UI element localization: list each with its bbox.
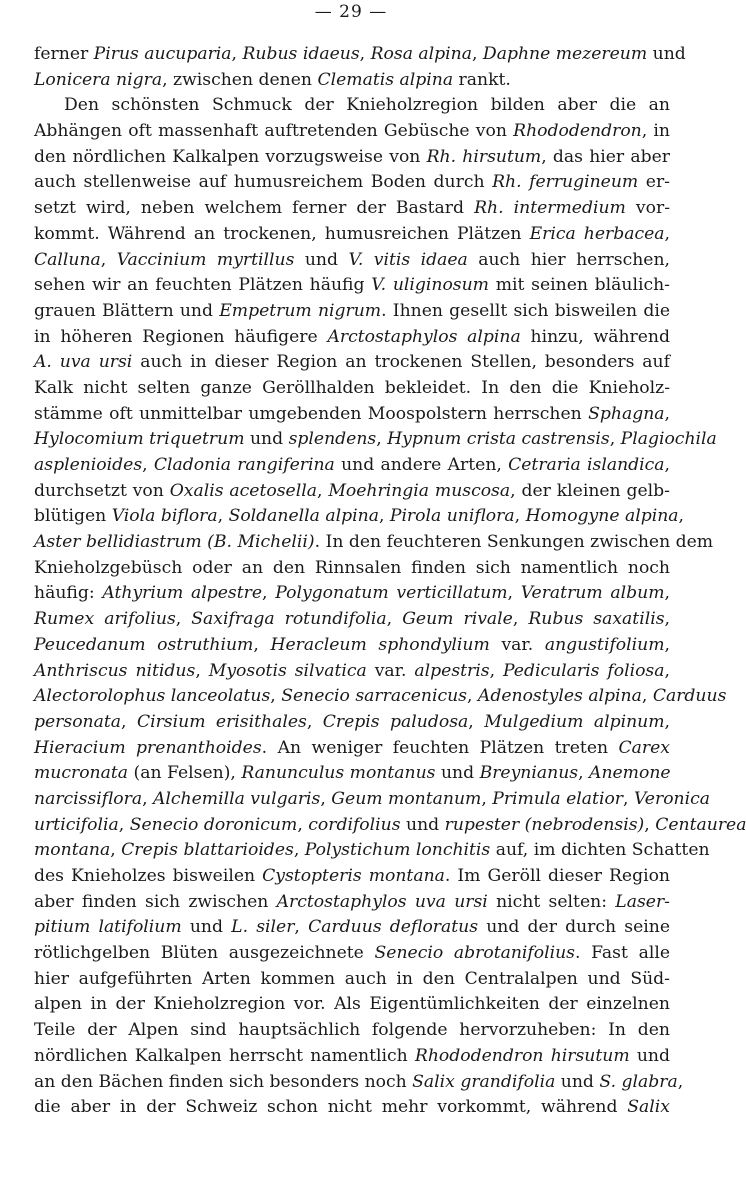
text-line: den nördlichen Kalkalpen vorzugsweise von Rh. hirsutum, das hier aber [34,146,670,167]
text-line: hier aufgeführten Arten kommen auch in den Centralalpen und Süd- [34,968,670,989]
text-line: Lonicera nigra, zwischen denen Clematis alpina rankt. [34,69,511,90]
text-line: personata, Cirsium erisithales, Crepis paludosa, Mulgedium alpinum, [34,711,670,732]
text-line: mucronata (an Felsen), Ranunculus montanus und Breynianus, Anemone [34,763,671,784]
text-line: ferner Pirus aucuparia, Rubus idaeus, Rosa alpina, Daphne mezereum und [34,44,686,64]
text-line: Abhängen oft massenhaft auftretenden Gebüsche von Rhododendron, in [34,121,671,142]
text-line: Kalk nicht selten ganze Geröllhalden bekleidet. In den die Knieholz- [34,377,670,398]
text-line: Calluna, Vaccinium myrtillus und V. vitis idaea auch hier herrschen, [34,249,670,270]
text-line: Peucedanum ostruthium, Heracleum sphondylium var. angustifolium, [34,634,670,655]
text-line: Teile der Alpen sind hauptsächlich folgende hervorzuheben: In den [34,1020,670,1041]
text-line: setzt wird, neben welchem ferner der Bastard Rh. intermedium vor- [34,198,670,219]
text-line: blütigen Viola biflora, Soldanella alpina, Pirola uniflora, Homogyne alpina, [34,506,684,527]
body-text [34,42,746,1121]
text-line: Den schönsten Schmuck der Knieholzregion bilden aber die an [64,95,670,116]
text-line: Hieracium prenanthoides. An weniger feuchten Plätzen treten Carex [34,737,670,758]
text-line: die aber in der Schweiz schon nicht mehr vorkommt, während Salix [34,1097,670,1118]
text-line: auch stellenweise auf humusreichem Boden durch Rh. ferrugineum er- [34,172,670,193]
text-line: aber finden sich zwischen Arctostaphylos uva ursi nicht selten: Laser- [34,891,670,912]
text-line: Aster bellidiastrum (B. Michelii). In den feuchteren Senkungen zwischen dem [34,532,714,553]
text-line: Hylocomium triquetrum und splendens, Hypnum crista castrensis, Plagiochila [34,429,717,450]
text-line: pitium latifolium und L. siler, Carduus defloratus und der durch seine [34,917,670,938]
text-line: stämme oft unmittelbar umgebenden Moospolstern herrschen Sphagna, [34,403,670,424]
text-line: urticifolia, Senecio doronicum, cordifolius und rupester (nebrodensis), Centaurea [34,814,746,835]
text-line: nördlichen Kalkalpen herrscht namentlich Rhododendron hirsutum und [34,1045,670,1066]
text-line: durchsetzt von Oxalis acetosella, Moehringia muscosa, der kleinen gelb- [34,480,670,501]
text-line: häufig: Athyrium alpestre, Polygonatum verticillatum, Veratrum album, [34,583,670,604]
text-line: alpen in der Knieholzregion vor. Als Eigentümlichkeiten der einzelnen [34,994,670,1015]
text-line: narcissiflora, Alchemilla vulgaris, Geum montanum, Primula elatior, Veronica [34,788,710,809]
text-line: Rumex arifolius, Saxifraga rotundifolia, Geum rivale, Rubus saxatilis, [34,609,670,630]
text-line: kommt. Während an trockenen, humusreichen Plätzen Erica herbacea, [34,223,670,244]
text-line: Knieholzgebüsch oder an den Rinnsalen finden sich namentlich noch [34,557,670,578]
text-line: montana, Crepis blattarioides, Polystichum lonchitis auf, im dichten Schatten [34,840,710,861]
text-line: rötlichgelben Blüten ausgezeichnete Senecio abrotanifolius. Fast alle [34,943,670,964]
page-number: — 29 — [314,2,388,22]
text-line: Anthriscus nitidus, Myosotis silvatica var. alpestris, Pedicularis foliosa, [34,660,670,681]
text-line: des Knieholzes bisweilen Cystopteris montana. Im Geröll dieser Region [34,866,670,886]
text-line: A. uva ursi auch in dieser Region an trockenen Stellen, besonders auf [34,352,670,373]
text-line: asplenioides, Cladonia rangiferina und andere Arten, Cetraria islandica, [34,455,670,475]
text-line: an den Bächen finden sich besonders noch Salix grandifolia und S. glabra, [34,1071,684,1092]
text-line: in höheren Regionen häufigere Arctostaphylos alpina hinzu, während [34,326,670,347]
text-line: Alectorolophus lanceolatus, Senecio sarracenicus, Adenostyles alpina, Carduus [34,686,727,707]
text-line: grauen Blättern und Empetrum nigrum. Ihnen gesellt sich bisweilen die [34,300,671,321]
text-line: sehen wir an feuchten Plätzen häufig V. uliginosum mit seinen bläulich- [34,275,670,296]
